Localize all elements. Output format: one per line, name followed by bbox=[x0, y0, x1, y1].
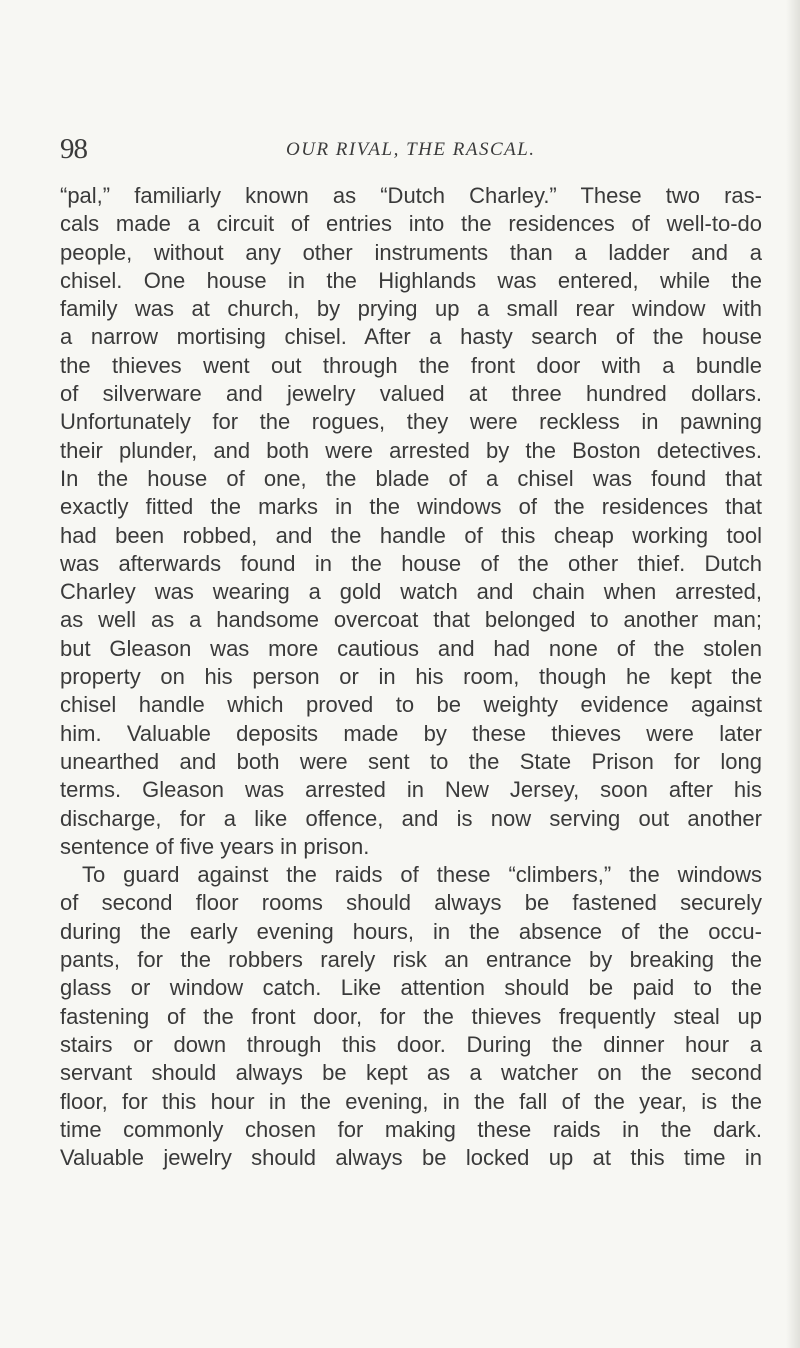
text-line: a narrow mortising chisel. After a hasty search of the house bbox=[60, 324, 762, 350]
text-line: people, without any other instruments than a ladder and a bbox=[60, 239, 762, 265]
text-line: servant should always be kept as a watcher on the second bbox=[60, 1060, 762, 1086]
body-text bbox=[60, 182, 762, 1172]
text-line: In the house of one, the blade of a chisel was found that bbox=[60, 465, 762, 491]
text-line: him. Valuable deposits made by these thieves were later bbox=[60, 720, 762, 746]
running-title: OUR RIVAL, THE RASCAL. bbox=[286, 139, 536, 160]
text-line: Unfortunately for the rogues, they were reckless in pawning bbox=[60, 409, 762, 435]
text-line: chisel. One house in the Highlands was entered, while the bbox=[60, 267, 762, 293]
text-line: “pal,” familiarly known as “Dutch Charley.” These two ras- bbox=[60, 183, 762, 208]
text-line: property on his person or in his room, though he kept the bbox=[60, 664, 762, 690]
text-line: terms. Gleason was arrested in New Jersey, soon after his bbox=[60, 777, 762, 803]
text-line: family was at church, by prying up a small rear window with bbox=[60, 296, 762, 322]
text-line: glass or window catch. Like attention should be paid to the bbox=[60, 975, 762, 1001]
text-line: had been robbed, and the handle of this cheap working tool bbox=[60, 522, 762, 548]
text-line: was afterwards found in the house of the other thief. Dutch bbox=[60, 550, 762, 576]
text-line: unearthed and both were sent to the State Prison for long bbox=[60, 748, 762, 774]
text-line: exactly fitted the marks in the windows of the residences that bbox=[60, 494, 762, 520]
text-line: but Gleason was more cautious and had none of the stolen bbox=[60, 635, 762, 661]
text-line: To guard against the raids of these “climbers,” the windows bbox=[82, 862, 762, 888]
text-line: chisel handle which proved to be weighty evidence against bbox=[60, 692, 762, 718]
text-line: floor, for this hour in the evening, in the fall of the year, is the bbox=[60, 1088, 762, 1114]
text-line: during the early evening hours, in the absence of the occu- bbox=[60, 918, 762, 944]
page-number: 98 bbox=[60, 133, 87, 165]
text-line: time commonly chosen for making these raids in the dark. bbox=[60, 1116, 762, 1142]
text-line: fastening of the front door, for the thieves frequently steal up bbox=[60, 1003, 762, 1029]
text-line: Valuable jewelry should always be locked up at this time in bbox=[60, 1145, 762, 1171]
text-line: cals made a circuit of entries into the residences of well-to-do bbox=[60, 211, 762, 237]
text-line: of silverware and jewelry valued at three hundred dollars. bbox=[60, 381, 762, 407]
text-line: as well as a handsome overcoat that belonged to another man; bbox=[60, 607, 762, 633]
text-line: pants, for the robbers rarely risk an entrance by breaking the bbox=[60, 947, 762, 973]
text-line: of second floor rooms should always be fastened securely bbox=[60, 890, 762, 916]
text-line: Charley was wearing a gold watch and chain when arrested, bbox=[60, 579, 762, 605]
text-line: their plunder, and both were arrested by the Boston detectives. bbox=[60, 437, 762, 463]
text-line: the thieves went out through the front door with a bundle bbox=[60, 352, 762, 378]
page-header bbox=[60, 132, 760, 172]
text-line: stairs or down through this door. During the dinner hour a bbox=[60, 1031, 762, 1057]
text-line: sentence of five years in prison. bbox=[60, 833, 370, 859]
text-line: discharge, for a like offence, and is now serving out another bbox=[60, 805, 762, 831]
